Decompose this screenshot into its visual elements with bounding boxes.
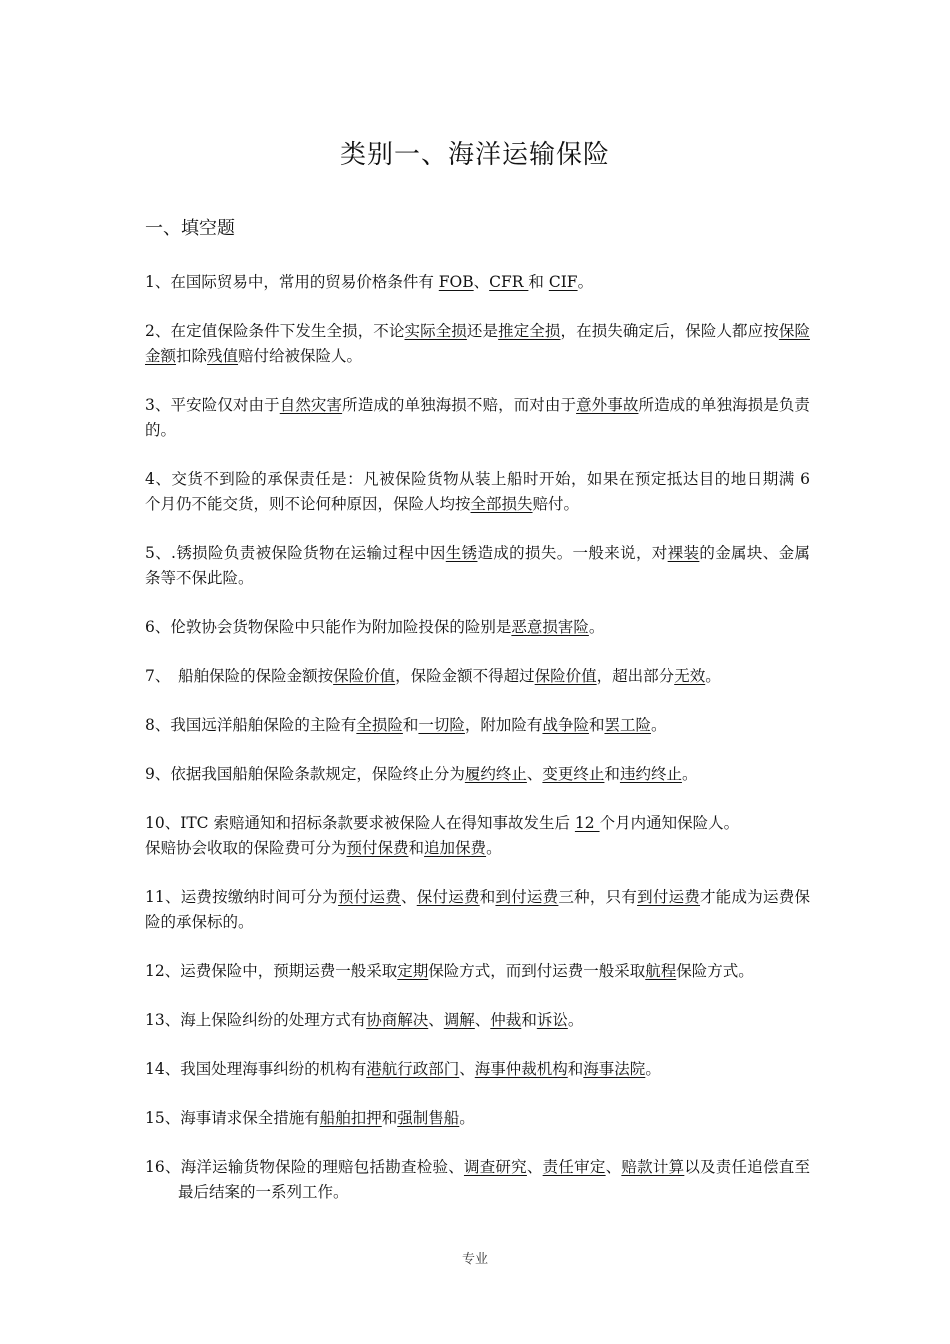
- answer-blank: 调查研究: [463, 1158, 527, 1176]
- question-item: [145, 270, 810, 295]
- question-text: 。: [705, 667, 721, 685]
- question-text: 3、平安险仅对由于: [145, 396, 280, 414]
- question-item: [145, 541, 810, 591]
- question-text: 、: [526, 1158, 543, 1176]
- answer-blank: 自然灾害: [279, 396, 343, 414]
- question-text: 16、海洋运输货物保险的理赔包括勘查检验、: [145, 1158, 464, 1176]
- answer-blank: 全部损失: [470, 495, 533, 513]
- page-title: 类别一、海洋运输保险: [339, 140, 610, 170]
- question-text: 、: [526, 765, 543, 783]
- answer-blank: 保付运费: [416, 888, 480, 906]
- question-item: [145, 885, 810, 935]
- answer-blank: 意外事故: [576, 396, 639, 414]
- question-text: 保险方式。: [676, 962, 754, 980]
- question-text: 和: [604, 765, 620, 783]
- question-text: 。: [577, 273, 594, 291]
- question-text: 和: [528, 273, 549, 291]
- question-item: [145, 713, 810, 738]
- question-text: 8、我国远洋船舶保险的主险有: [145, 716, 357, 734]
- question-text: 15、海事请求保全措施有: [145, 1109, 320, 1127]
- answer-blank: 生锈: [445, 544, 478, 562]
- question-item: [145, 762, 810, 787]
- question-text: 5、.锈损险负责被保险货物在运输过程中因: [145, 544, 446, 562]
- answer-blank: 无效: [674, 667, 706, 685]
- question-text: 保赔协会收取的保险费可分为: [145, 839, 347, 857]
- answer-blank: 推定全损: [498, 322, 561, 340]
- question-text: 。: [567, 1011, 584, 1029]
- question-text: 和: [381, 1109, 398, 1127]
- answer-blank: 船舶扣押: [319, 1109, 382, 1127]
- question-text: 、: [428, 1011, 444, 1029]
- answer-blank: 到付运费: [637, 888, 701, 906]
- answer-blank: CIF: [548, 273, 578, 291]
- answer-blank: 实际全损: [404, 322, 467, 340]
- question-text: ，附加险有: [464, 716, 543, 734]
- answer-blank: 保险价值: [534, 667, 597, 685]
- question-text: 6、伦敦协会货物保险中只能作为附加险投保的险别是: [145, 618, 512, 636]
- question-text: 保险方式，而到付运费一般采取: [428, 962, 646, 980]
- answer-blank: 恶意损害险: [511, 618, 589, 636]
- answer-blank: 航程: [645, 962, 677, 980]
- answer-blank: 残值: [207, 347, 239, 365]
- question-text: 所造成的单独海损不赔，而对由于: [342, 396, 577, 414]
- question-text: 11、运费按缴纳时间可分为: [145, 888, 339, 906]
- answer-blank: 强制售船: [397, 1109, 460, 1127]
- question-text: 、: [605, 1158, 622, 1176]
- question-item: [145, 959, 810, 984]
- answer-blank: 协商解决: [366, 1011, 429, 1029]
- answer-blank: 预付保费: [346, 839, 409, 857]
- question-item: [145, 319, 810, 369]
- question-text: 的金属块、金属条等不保此险。: [145, 544, 810, 587]
- question-text: 所造成的单独海损是负责的。: [145, 396, 810, 439]
- answer-blank: 定期: [397, 962, 429, 980]
- question-item: [145, 467, 810, 517]
- question-text: 13、海上保险纠纷的处理方式有: [145, 1011, 367, 1029]
- question-text: 12、运费保险中，预期运费一般采取: [145, 962, 398, 980]
- question-text: 和: [408, 839, 425, 857]
- question-text: 赔付。: [532, 495, 580, 513]
- answer-blank: 责任审定: [542, 1158, 606, 1176]
- answer-blank: FOB: [438, 273, 474, 291]
- question-text: 。: [588, 618, 605, 636]
- question-text: ，超出部分: [596, 667, 675, 685]
- question-text: 扣除: [176, 347, 208, 365]
- question-text: 和: [479, 888, 496, 906]
- question-text: 、: [401, 888, 417, 906]
- answer-blank: 裸装: [667, 544, 700, 562]
- answer-blank: 追加保费: [424, 839, 487, 857]
- question-item: [145, 1008, 810, 1033]
- answer-blank: 预付运费: [338, 888, 401, 906]
- question-item: [145, 1155, 810, 1205]
- question-text: 、: [473, 273, 490, 291]
- question-item: [145, 1106, 810, 1131]
- answer-blank: 一切险: [418, 716, 465, 734]
- question-text: 7、 船舶保险的保险金额按: [145, 667, 334, 685]
- question-text: 。: [486, 839, 502, 857]
- question-text: 还是: [466, 322, 499, 340]
- page-footer: 专业: [461, 1252, 488, 1267]
- answer-blank: 赔款计算: [621, 1158, 685, 1176]
- question-list: [145, 270, 810, 1205]
- question-item: [145, 615, 810, 640]
- question-text: 。: [645, 1060, 661, 1078]
- answer-blank: 履约终止: [464, 765, 527, 783]
- question-text: 以及责任追偿直至最后结案的一系列工作。: [178, 1158, 810, 1201]
- question-text: 和: [588, 716, 605, 734]
- answer-blank: 调解: [443, 1011, 475, 1029]
- answer-blank: 海事仲裁机构: [474, 1060, 568, 1078]
- answer-blank: 诉讼: [536, 1011, 568, 1029]
- answer-blank: 罢工险: [604, 716, 651, 734]
- question-text: 4、交货不到险的承保责任是：凡被保险货物从装上船时开始，如果在预定抵达目的地日期满 6 个月仍不能交货，则不论何种原因，保险人均按: [145, 470, 810, 513]
- answer-blank: 港航行政部门: [366, 1060, 460, 1078]
- question-item: [145, 811, 810, 836]
- question-item: [145, 393, 810, 443]
- question-text: 、: [459, 1060, 475, 1078]
- question-text: 2、在定值保险条件下发生全损，不论: [145, 322, 405, 340]
- question-item: [145, 664, 810, 689]
- question-text: 10、ITC 索赔通知和招标条款要求被保险人在得知事故发生后: [145, 814, 575, 832]
- answer-blank: 全损险: [356, 716, 403, 734]
- question-item: [145, 836, 810, 861]
- answer-blank: 保险金额: [145, 322, 810, 365]
- question-text: 。: [681, 765, 698, 783]
- answer-blank: CFR: [489, 273, 529, 291]
- answer-blank: 到付运费: [495, 888, 559, 906]
- answer-blank: 变更终止: [542, 765, 605, 783]
- question-text: 赔付给被保险人。: [238, 347, 363, 365]
- answer-blank: 12: [574, 814, 600, 832]
- answer-blank: 战争险: [542, 716, 589, 734]
- question-text: 和: [402, 716, 419, 734]
- question-text: 。: [459, 1109, 475, 1127]
- question-text: 才能成为运费保险的承保标的。: [145, 888, 810, 931]
- question-text: ，在损失确定后，保险人都应按: [560, 322, 779, 340]
- question-text: 和: [567, 1060, 584, 1078]
- question-text: ，保险金额不得超过: [395, 667, 535, 685]
- question-text: 9、依据我国船舶保险条款规定，保险终止分为: [145, 765, 465, 783]
- question-text: 三种，只有: [558, 888, 638, 906]
- question-text: 、: [474, 1011, 491, 1029]
- answer-blank: 保险价值: [333, 667, 396, 685]
- question-text: 和: [521, 1011, 537, 1029]
- section-heading: 一、填空题: [145, 218, 235, 239]
- question-text: 个月内通知保险人。: [599, 814, 740, 832]
- question-text: 14、我国处理海事纠纷的机构有: [145, 1060, 367, 1078]
- answer-blank: 违约终止: [619, 765, 682, 783]
- answer-blank: 海事法院: [583, 1060, 646, 1078]
- answer-blank: 仲裁: [490, 1011, 522, 1029]
- question-text: 。: [650, 716, 667, 734]
- question-text: 1、在国际贸易中，常用的贸易价格条件有: [145, 273, 439, 291]
- question-item: [145, 1057, 810, 1082]
- question-text: 造成的损失。一般来说，对: [477, 544, 668, 562]
